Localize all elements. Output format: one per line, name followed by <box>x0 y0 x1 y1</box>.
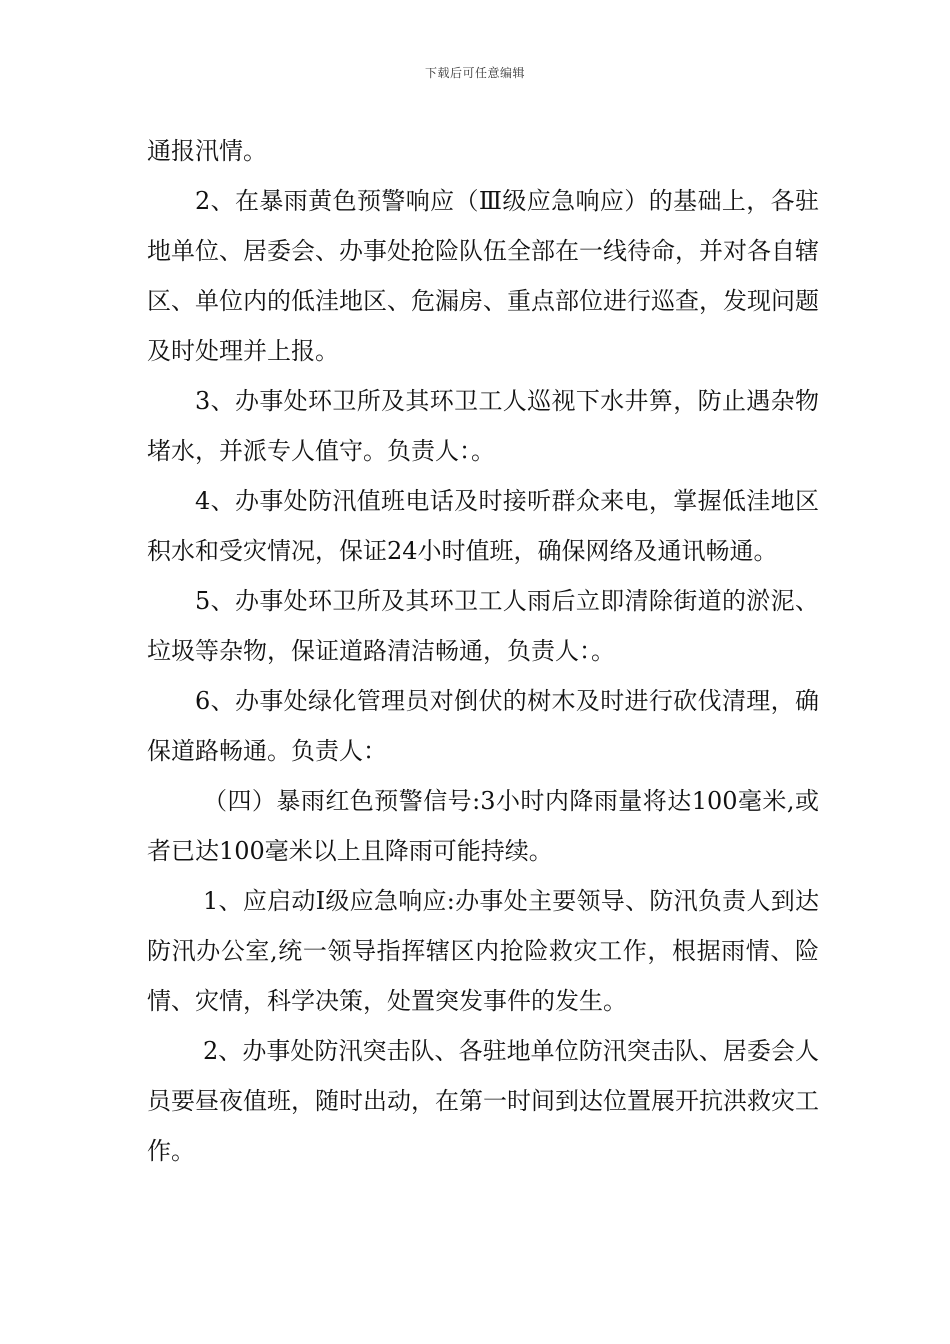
paragraph-report-flood: 通报汛情。 <box>147 137 267 165</box>
paragraph-item-2-yellow: 2、在暴雨黄色预警响应（Ⅲ级应急响应）的基础上，各驻地单位、居委会、办事处抢险队伍全部在一线待命，并对各自辖区、单位内的低洼地区、危漏房、重点部位进行巡查，发现问题及时处理并上报。 <box>147 187 819 365</box>
page-header: 下载后可任意编辑 <box>424 66 525 80</box>
paragraph-item-5-cleanup: 5、办事处环卫所及其环卫工人雨后立即清除街道的淤泥、垃圾等杂物，保证道路清洁畅通，负责人：。 <box>147 587 819 665</box>
paragraph-item-6-greening: 6、办事处绿化管理员对倒伏的树木及时进行砍伐清理，确保道路畅通。负责人： <box>147 687 819 765</box>
paragraph-red-item-1: 1、应启动Ⅰ级应急响应:办事处主要领导、防汛负责人到达防汛办公室,统一领导指挥辖区内抢险救灾工作，根据雨情、险情、灾情，科学决策，处置突发事件的发生。 <box>147 887 819 1015</box>
paragraph-item-4-hotline: 4、办事处防汛值班电话及时接听群众来电，掌握低洼地区积水和受灾情况，保证24小时值班，确保网络及通讯畅通。 <box>147 487 819 565</box>
section-heading-red-warning: （四）暴雨红色预警信号:3小时内降雨量将达100毫米,或者已达100毫米以上且降雨可能持续。 <box>147 787 819 865</box>
paragraph-red-item-2: 2、办事处防汛突击队、各驻地单位防汛突击队、居委会人员要昼夜值班，随时出动，在第一时间到达位置展开抗洪救灾工作。 <box>147 1037 819 1165</box>
document-body <box>147 126 819 1176</box>
paragraph-item-3-sanitation: 3、办事处环卫所及其环卫工人巡视下水井箅，防止遇杂物堵水，并派专人值守。负责人：。 <box>147 387 819 465</box>
